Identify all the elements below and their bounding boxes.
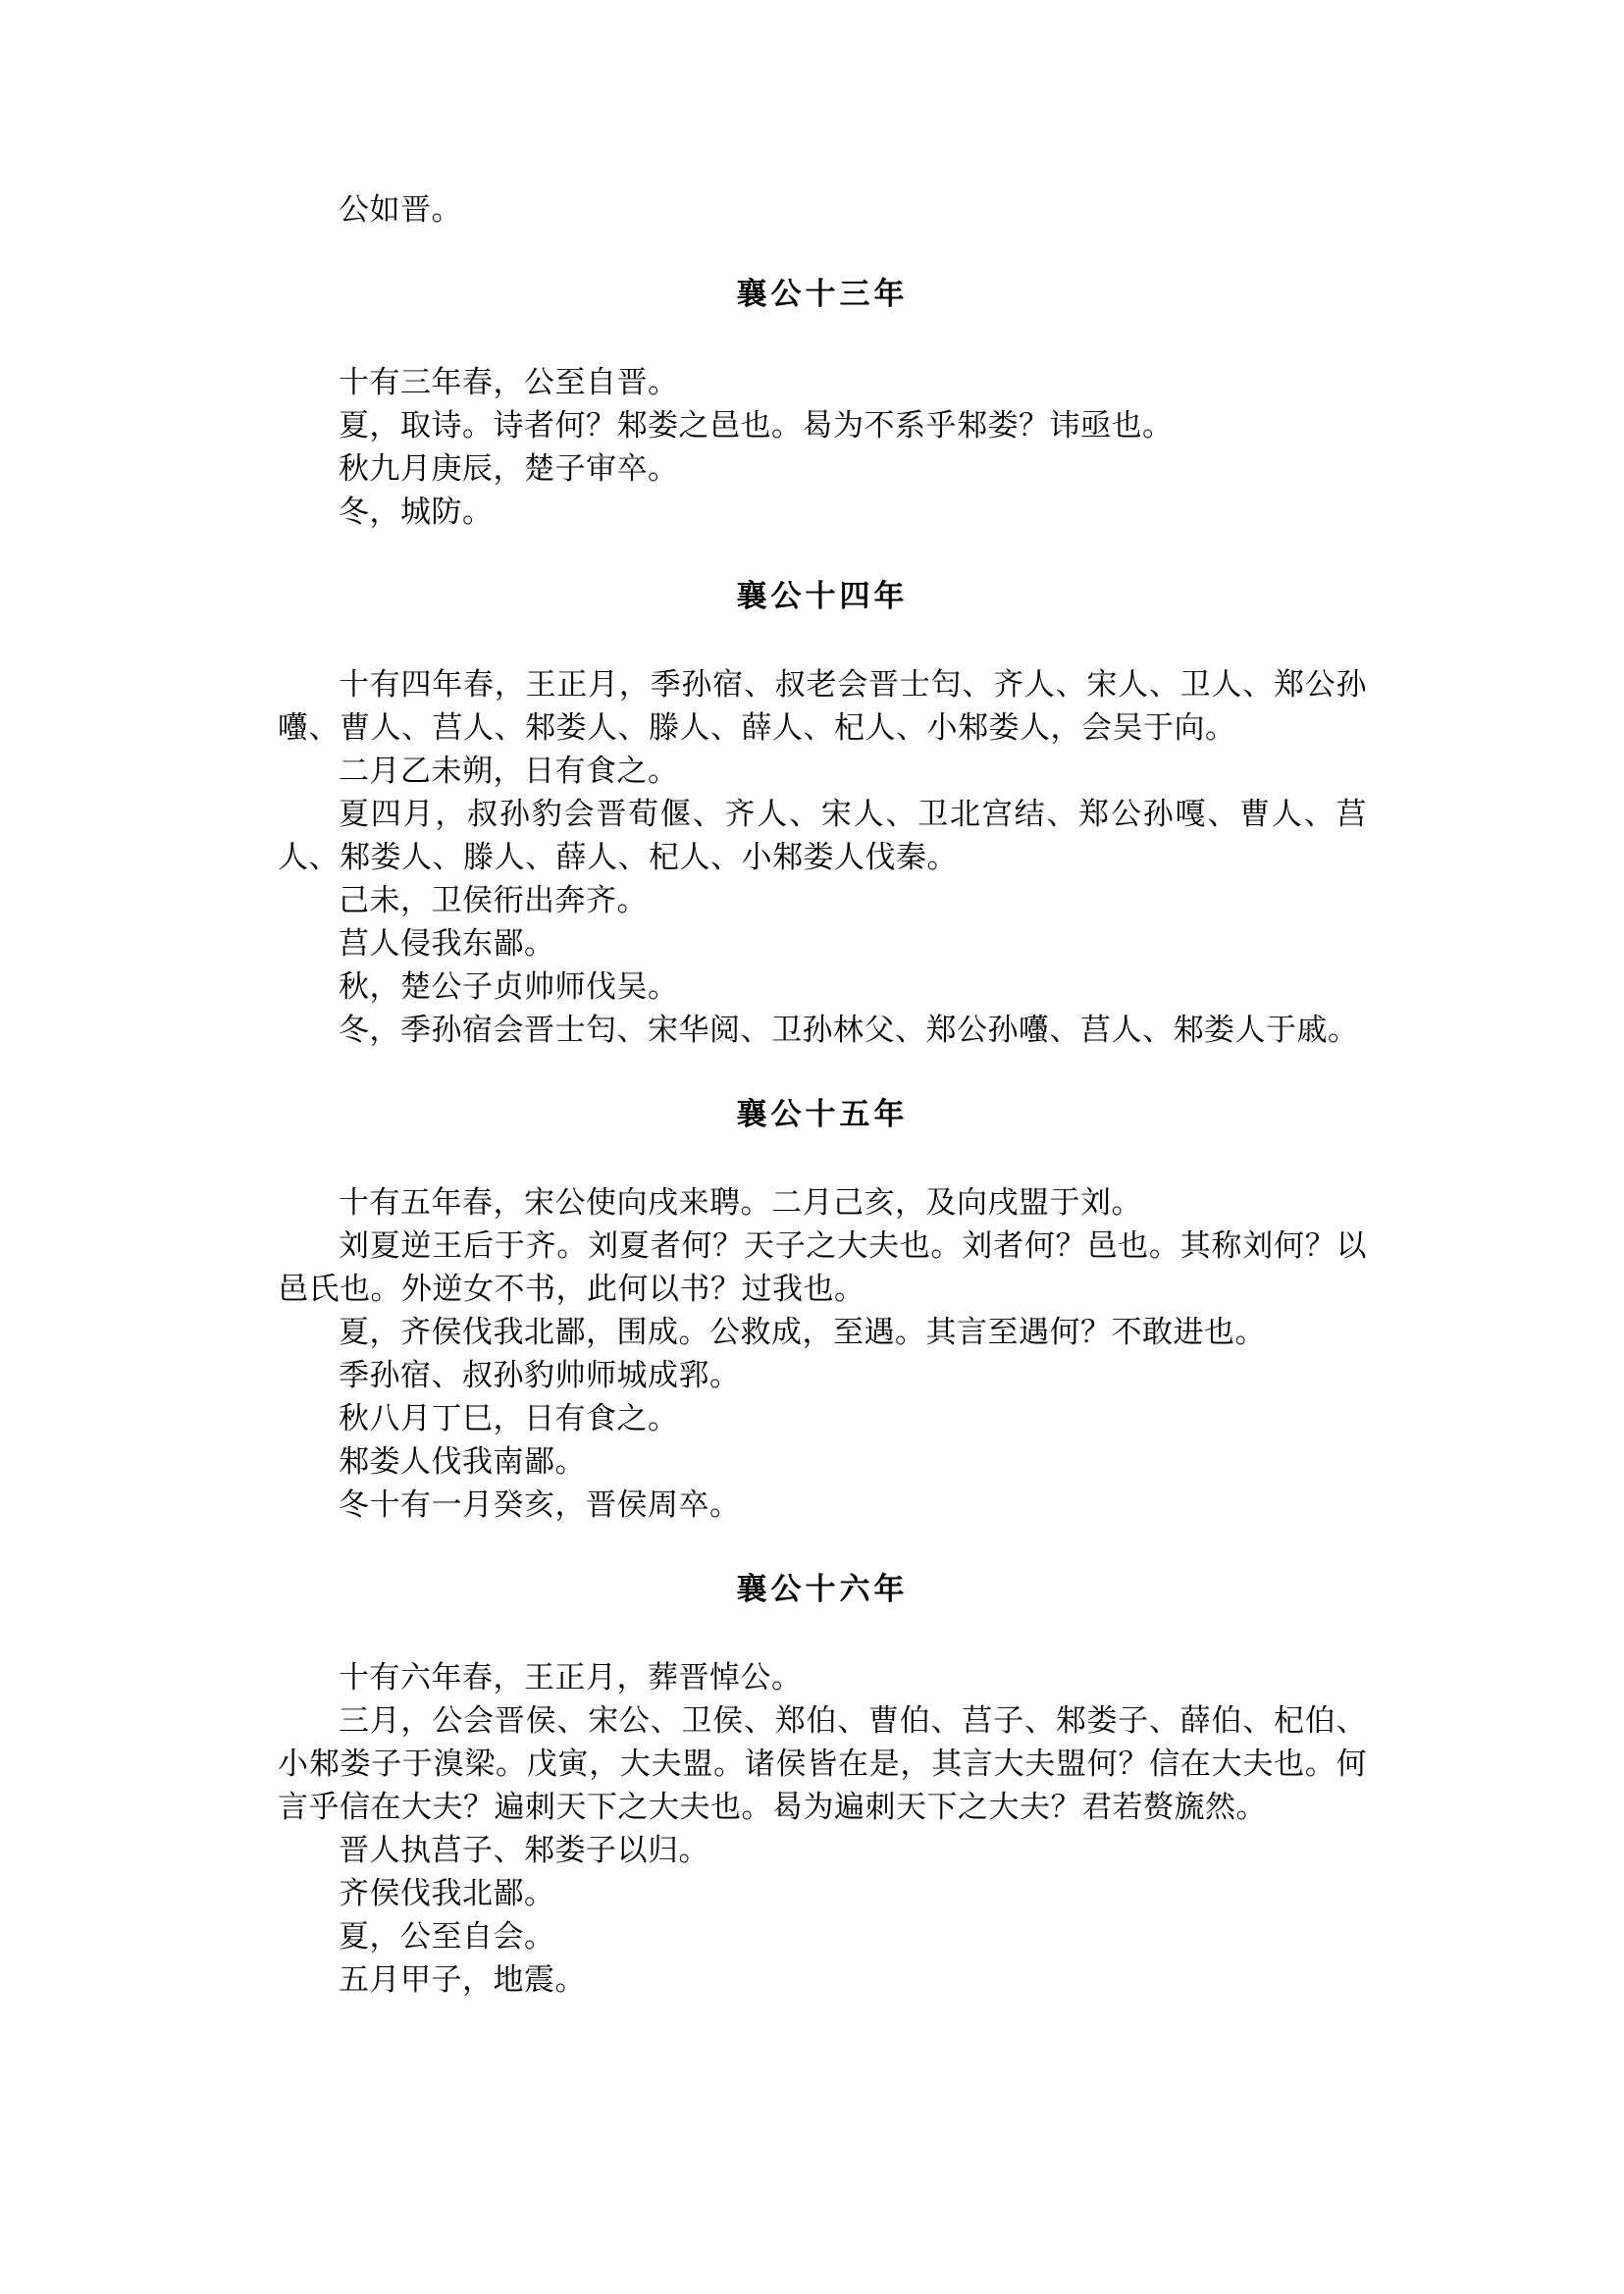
section-xiang-16 bbox=[278, 1568, 1367, 2002]
paragraph: 齐侯伐我北鄙。 bbox=[339, 1876, 555, 1911]
paragraph: 三月，公会晋侯、宋公、卫侯、郑伯、曹伯、莒子、邾娄子、薛伯、杞伯、小邾娄子于溴梁。戊寅，大夫盟。诸侯皆在是，其言大夫盟何？信在大夫也。何言乎信在大夫？遍刺天下之大夫也。曷为遍刺天下之大夫？君若赘旒然。 bbox=[278, 1703, 1367, 1825]
paragraph: 刘夏逆王后于齐。刘夏者何？天子之大夫也。刘者何？邑也。其称刘何？以邑氏也。外逆女不书，此何以书？过我也。 bbox=[278, 1228, 1367, 1307]
section-xiang-14 bbox=[278, 575, 1367, 1052]
section-title: 襄公十五年 bbox=[736, 1097, 909, 1132]
section-title: 襄公十三年 bbox=[736, 277, 909, 312]
paragraph: 季孙宿、叔孙豹帅师城成郛。 bbox=[339, 1358, 741, 1393]
paragraph: 夏，公至自会。 bbox=[339, 1919, 555, 1955]
section-title: 襄公十四年 bbox=[736, 579, 909, 614]
paragraph: 十有三年春，公至自晋。 bbox=[339, 365, 679, 400]
paragraph: 二月乙未朔，日有食之。 bbox=[339, 754, 679, 789]
paragraph: 秋九月庚辰，楚子审卒。 bbox=[339, 451, 679, 487]
section-xiang-15 bbox=[278, 1093, 1367, 1527]
paragraph: 夏，齐侯伐我北鄙，围成。公救成，至遇。其言至遇何？不敢进也。 bbox=[339, 1315, 1266, 1350]
paragraph: 秋八月丁巳，日有食之。 bbox=[339, 1401, 679, 1436]
paragraph: 冬，季孙宿会晋士匄、宋华阅、卫孙林父、郑公孙囆、莒人、邾娄人于戚。 bbox=[339, 1013, 1359, 1048]
paragraph: 邾娄人伐我南鄙。 bbox=[339, 1444, 586, 1480]
paragraph: 莒人侵我东鄙。 bbox=[339, 926, 555, 962]
paragraph: 冬，城防。 bbox=[339, 495, 494, 530]
intro-paragraph: 公如晋。 bbox=[339, 192, 462, 228]
document-page bbox=[278, 188, 1367, 2002]
paragraph: 冬十有一月癸亥，晋侯周卒。 bbox=[339, 1487, 741, 1523]
paragraph: 夏四月，叔孙豹会晋荀偃、齐人、宋人、卫北宫结、郑公孙嘎、曹人、莒人、邾娄人、滕人、薛人、杞人、小邾娄人伐秦。 bbox=[278, 797, 1367, 875]
paragraph: 己未，卫侯衎出奔齐。 bbox=[339, 883, 648, 918]
paragraph: 十有五年春，宋公使向戌来聘。二月己亥，及向戌盟于刘。 bbox=[339, 1185, 1142, 1221]
paragraph: 十有四年春，王正月，季孙宿、叔老会晋士匄、齐人、宋人、卫人、郑公孙囆、曹人、莒人、邾娄人、滕人、薛人、杞人、小邾娄人，会吴于向。 bbox=[278, 667, 1367, 746]
paragraph: 秋，楚公子贞帅师伐吴。 bbox=[339, 969, 679, 1005]
paragraph: 夏，取诗。诗者何？邾娄之邑也。曷为不系乎邾娄？讳亟也。 bbox=[339, 408, 1174, 443]
paragraph: 十有六年春，王正月，葬晋悼公。 bbox=[339, 1660, 803, 1695]
paragraph: 五月甲子，地震。 bbox=[339, 1962, 586, 1998]
paragraph: 晋人执莒子、邾娄子以归。 bbox=[339, 1833, 709, 1868]
section-xiang-13 bbox=[278, 273, 1367, 534]
section-title: 襄公十六年 bbox=[736, 1572, 909, 1607]
